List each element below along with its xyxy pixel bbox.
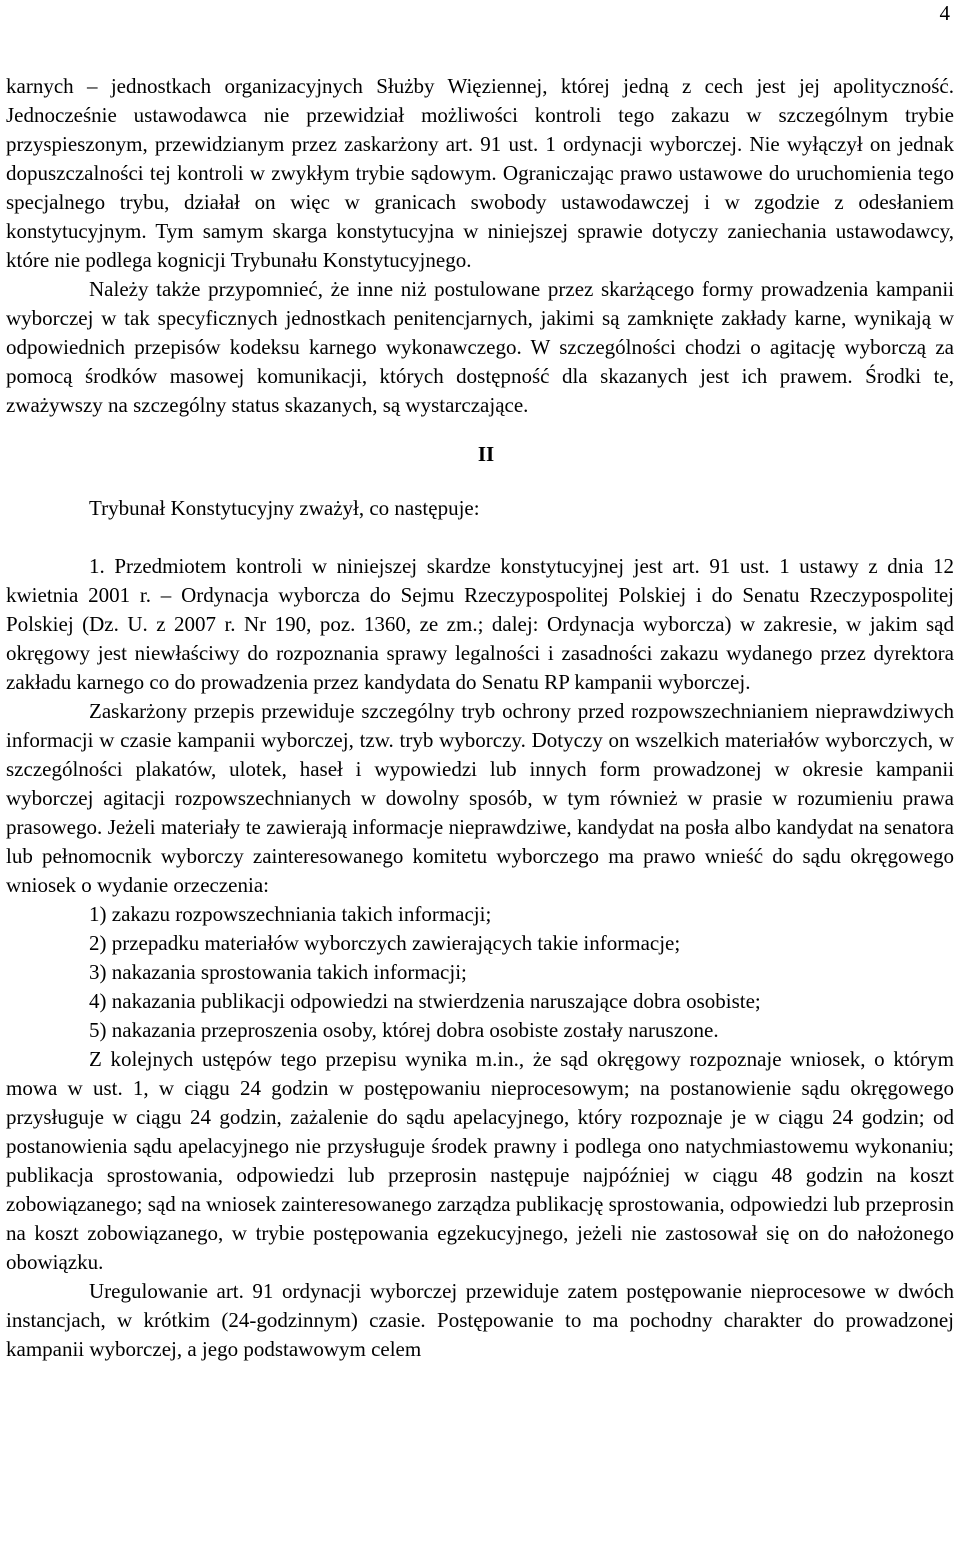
list-item: 4) nakazania publikacji odpowiedzi na stwierdzenia naruszające dobra osobiste; (89, 989, 761, 1013)
paragraph: 1. Przedmiotem kontroli w niniejszej skardze konstytucyjnej jest art. 91 ust. 1 ustawy z dnia 12 kwietnia 2001 r. – Ordynacja wyborcza do Sejmu Rzeczypospolitej Polskiej i do Senatu Rzeczypospolitej Polskiej (Dz. U. z 2007 r. Nr 190, poz. 1360, ze zm.; dalej: Ordynacja wyborcza) w zakresie, w jakim sąd okręgowy jest niewłaściwy do rozpoznania sprawy legalności i zasadności zakazu wydanego przez dyrektora zakładu karnego co do prowadzenia przez kandydata do Senatu RP kampanii wyborczej. (6, 554, 954, 694)
document-body (6, 72, 954, 1364)
page-number: 4 (939, 1, 950, 25)
section-heading: II (477, 442, 495, 466)
list-item: 1) zakazu rozpowszechniania takich informacji; (89, 902, 492, 926)
list-item: 2) przepadku materiałów wyborczych zawierających takie informacje; (89, 931, 681, 955)
paragraph: Uregulowanie art. 91 ordynacji wyborczej przewiduje zatem postępowanie nieprocesowe w dwóch instancjach, w krótkim (24-godzinnym) czasie. Postępowanie to ma pochodny charakter do prowadzonej kampanii wyborczej, a jego podstawowym celem (6, 1279, 954, 1361)
paragraph: Zaskarżony przepis przewiduje szczególny tryb ochrony przed rozpowszechnianiem nieprawdziwych informacji w czasie kampanii wyborczej, tzw. tryb wyborczy. Dotyczy on wszelkich materiałów wyborczych, w szczególności plakatów, ulotek, haseł i wypowiedzi lub innych form prowadzonej w okresie kampanii wyborczej agitacji rozpowszechnianych w dowolny sposób, w tym również w prasie w rozumieniu prawa prasowego. Jeżeli materiały te zawierają informacje nieprawdziwe, kandydat na posła albo kandydat na senatora lub pełnomocnik wyborczy zainteresowanego komitetu wyborczego ma prawo wnieść do sądu okręgowego wniosek o wydanie orzeczenia: (6, 699, 954, 897)
paragraph: Z kolejnych ustępów tego przepisu wynika m.in., że sąd okręgowy rozpoznaje wniosek, o którym mowa w ust. 1, w ciągu 24 godzin w postępowaniu nieprocesowym; na postanowienie sądu okręgowego przysługuje w ciągu 24 godzin, zażalenie do sądu apelacyjnego, który rozpoznaje je w ciągu 24 godzin; od postanowienia sądu apelacyjnego nie przysługuje środek prawny i podlega ono natychmiastowemu wykonaniu; publikacja sprostowania, odpowiedzi lub przeprosin następuje najpóźniej w ciągu 48 godzin na koszt zobowiązanego; sąd na wniosek zainteresowanego zarządza publikację sprostowania, odpowiedzi lub przeprosin na koszt zobowiązanego, w trybie postępowania egzekucyjnego, jeżeli nie zastosował się on do nałożonego obowiązku. (6, 1047, 954, 1274)
paragraph-continuation: karnych – jednostkach organizacyjnych Służby Więziennej, której jedną z cech jest jej apolityczność. Jednocześnie ustawodawca nie przewidział możliwości kontroli tego zakazu w szczególnym trybie przyspieszonym, przewidzianym przez zaskarżony art. 91 ust. 1 ordynacji wyborczej. Nie wyłączył on jednak dopuszczalności tej kontroli w zwykłym trybie sądowym. Ograniczając prawo ustawowe do uruchomienia tego specjalnego trybu, działał on więc w granicach swobody ustawodawczej i w zgodzie z odesłaniem konstytucyjnym. Tym samym skarga konstytucyjna w niniejszej sprawie dotyczy zaniechania ustawodawcy, które nie podlega kognicji Trybunału Konstytucyjnego. (6, 74, 954, 272)
list-item: 3) nakazania sprostowania takich informacji; (89, 960, 467, 984)
list-item: 5) nakazania przeproszenia osoby, której dobra osobiste zostały naruszone. (89, 1018, 719, 1042)
tribunal-intro: Trybunał Konstytucyjny zważył, co następuje: (89, 496, 480, 520)
paragraph: Należy także przypomnieć, że inne niż postulowane przez skarżącego formy prowadzenia kampanii wyborczej w tak specyficznych jednostkach penitencjarnych, jakimi są zamknięte zakłady karne, wynikają w odpowiednich przepisów kodeksu karnego wykonawczego. W szczególności chodzi o agitację wyborczą za pomocą środków masowej komunikacji, których dostępność dla skazanych jest ich prawem. Środki te, zważywszy na szczególny status skazanych, są wystarczające. (6, 277, 954, 417)
